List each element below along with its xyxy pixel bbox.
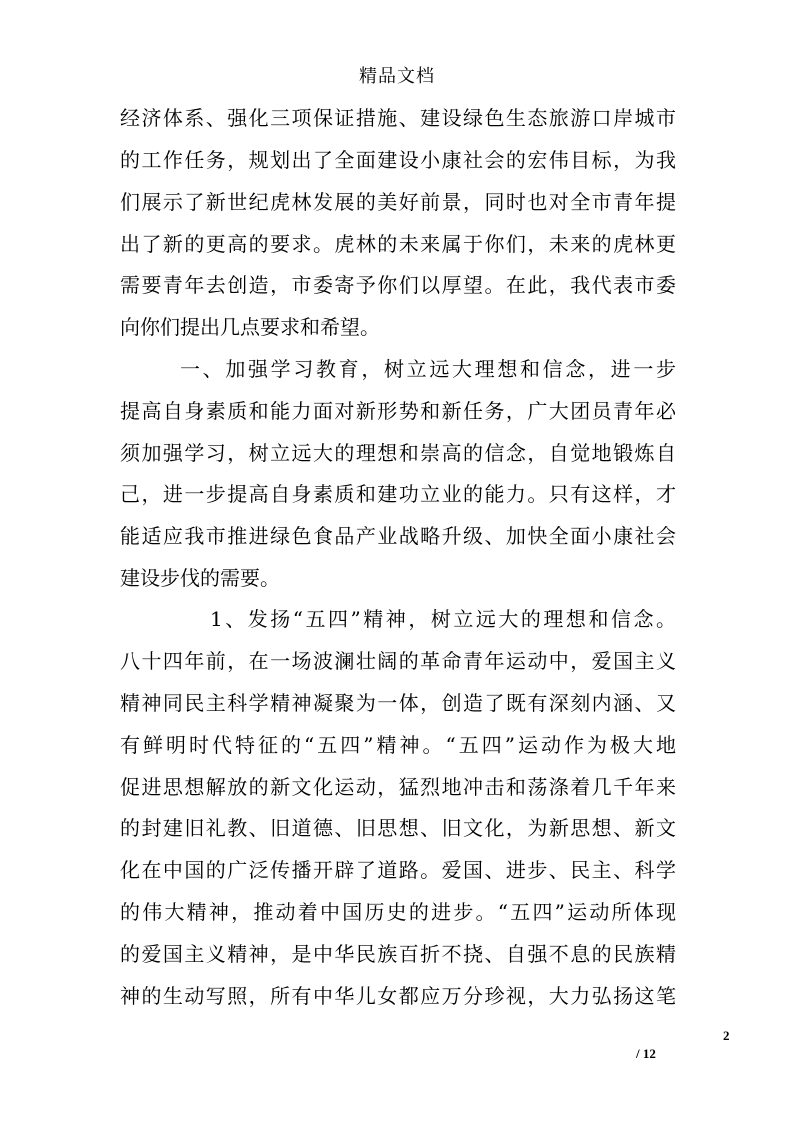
text-line: 们展示了新世纪虎林发展的美好前景，同时也对全市青年提 xyxy=(120,190,676,214)
text-line: 建设步伐的需要。 xyxy=(120,566,280,590)
section-heading-line: 一、加强学习教育，树立远大理想和信念，进一步 xyxy=(180,357,676,381)
subsection-heading-line: 1、发扬“五四”精神，树立远大的理想和信念。 xyxy=(210,607,676,631)
text-line: 提高自身素质和能力面对新形势和新任务，广大团员青年必 xyxy=(120,399,676,423)
text-line: 须加强学习，树立远大的理想和崇高的信念，自觉地锻炼自 xyxy=(120,441,676,465)
text-line: 的封建旧礼教、旧道德、旧思想、旧文化，为新思想、新文 xyxy=(120,816,676,840)
text-line: 的工作任务，规划出了全面建设小康社会的宏伟目标，为我 xyxy=(120,148,676,172)
text-line: 的爱国主义精神，是中华民族百折不挠、自强不息的民族精 xyxy=(120,942,676,966)
page-total: / 12 xyxy=(636,1046,656,1061)
text-line: 出了新的更高的要求。虎林的未来属于你们，未来的虎林更 xyxy=(120,232,676,256)
text-line: 精神同民主科学精神凝聚为一体，创造了既有深刻内涵、又 xyxy=(120,691,676,715)
text-line: 能适应我市推进绿色食品产业战略升级、加快全面小康社会 xyxy=(120,524,676,548)
text-line: 化在中国的广泛传播开辟了道路。爱国、进步、民主、科学 xyxy=(120,858,676,882)
page-number: 2 xyxy=(723,1028,730,1043)
text-line: 的伟大精神，推动着中国历史的进步。“五四”运动所体现 xyxy=(120,900,676,924)
text-line: 需要青年去创造，市委寄予你们以厚望。在此，我代表市委 xyxy=(120,273,676,297)
text-line: 向你们提出几点要求和希望。 xyxy=(120,315,380,339)
page-header-title: 精品文档 xyxy=(359,66,435,87)
text-line: 八十四年前，在一场波澜壮阔的革命青年运动中，爱国主义 xyxy=(120,649,676,673)
text-line: 促进思想解放的新文化运动，猛烈地冲击和荡涤着几千年来 xyxy=(120,775,676,799)
text-line: 神的生动写照，所有中华儿女都应万分珍视，大力弘扬这笔 xyxy=(120,984,676,1008)
text-line: 己，进一步提高自身素质和建功立业的能力。只有这样，才 xyxy=(120,482,676,506)
text-line: 有鲜明时代特征的“五四”精神。“五四”运动作为极大地 xyxy=(120,733,676,757)
text-line: 经济体系、强化三项保证措施、建设绿色生态旅游口岸城市 xyxy=(120,106,676,130)
